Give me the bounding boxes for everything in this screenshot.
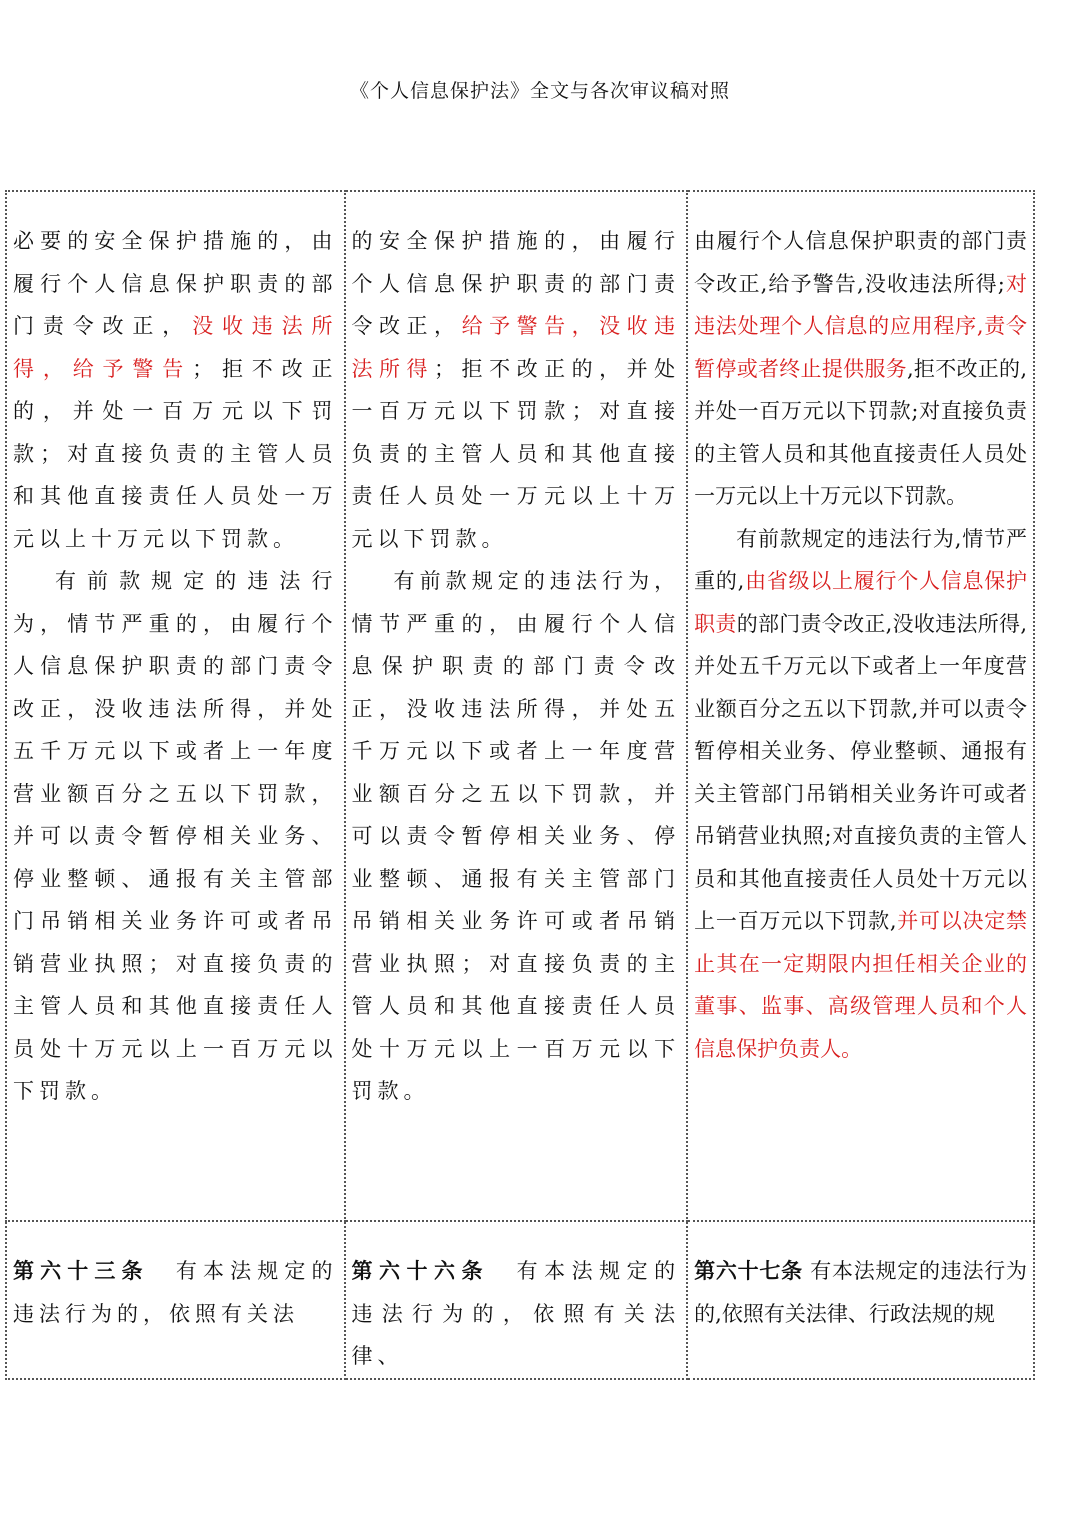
final-law-cell	[687, 1221, 1034, 1379]
paragraph: 由履行个人信息保护职责的部门责令改正,给予警告,没收违法所得;对违法处理个人信息的应用程序,责令暂停或者终止提供服务,拒不改正的,并处一百万元以下罚款;对直接负责的主管人员和其他直接责任人员处一万元以上十万元以下罚款。	[694, 229, 1028, 508]
highlighted-change: 给予警告，没收违法所得	[351, 314, 681, 381]
comparison-table	[5, 190, 1035, 1380]
paragraph: 有前款规定的违法行为,情节严重的,由省级以上履行个人信息保护职责的部门责令改正,没收违法所得,并处五千万元以下或者上一年度营业额百分之五以下罚款,并可以责令暂停相关业务、停业整顿、通报有关主管部门吊销相关业务许可或者吊销营业执照;对直接负责的主管人员和其他直接责任人员处十万元以上一百万元以下罚款,并可以决定禁止其在一定期限内担任相关企业的董事、监事、高级管理人员和个人信息保护负责人。	[694, 526, 1027, 1061]
paragraph: 第六十六条 有本法规定的违法行为的，依照有关法律、	[351, 1258, 681, 1368]
article-number: 第六十七条	[694, 1258, 803, 1283]
paragraph: 必要的安全保护措施的，由履行个人信息保护职责的部门责令改正，没收违法所得，给予警告；拒不改正的，并处一百万元以下罚款；对直接负责的主管人员和其他直接责任人员处一万元以上十万元以下罚款。	[13, 229, 338, 551]
draft-1-cell	[6, 1221, 345, 1379]
article-number: 第六十三条	[13, 1258, 149, 1283]
draft-2-cell	[345, 191, 688, 1221]
draft-1-cell	[6, 191, 345, 1221]
highlighted-change: 没收违法所得，给予警告	[13, 314, 338, 381]
paragraph: 第六十七条 有本法规定的违法行为的,依照有关法律、行政法规的规	[694, 1258, 1027, 1326]
highlighted-change: 并可以决定禁止其在一定期限内担任相关企业的董事、监事、高级管理人员和个人信息保护负责人。	[694, 909, 1027, 1061]
table-row	[6, 191, 1034, 1221]
final-law-cell	[687, 191, 1034, 1221]
document-title: 《个人信息保护法》全文与各次审议稿对照	[349, 80, 730, 102]
paragraph: 第六十三条 有本法规定的违法行为的，依照有关法	[13, 1258, 338, 1326]
paragraph: 的安全保护措施的，由履行个人信息保护职责的部门责令改正，给予警告，没收违法所得；拒不改正的，并处一百万元以下罚款；对直接负责的主管人员和其他直接责任人员处一万元以上十万元以下罚款。	[351, 229, 681, 551]
highlighted-change: 对违法处理个人信息的应用程序,责令暂停或者终止提供服务	[694, 271, 1027, 381]
table-row	[6, 1221, 1034, 1379]
draft-2-cell	[345, 1221, 688, 1379]
highlighted-change: 由省级以上履行个人信息保护职责	[694, 569, 1027, 636]
article-number: 第六十六条	[351, 1258, 490, 1283]
paragraph: 有前款规定的违法行为，情节严重的，由履行个人信息保护职责的部门责令改正，没收违法所得，并处五千万元以下或者上一年度营业额百分之五以下罚款，并可以责令暂停相关业务、停业整顿、通报有关主管部门吊销相关业务许可或者吊销营业执照；对直接负责的主管人员和其他直接责任人员处十万元以上一百万元以下罚款。	[13, 569, 338, 1103]
paragraph: 有前款规定的违法行为，情节严重的，由履行个人信息保护职责的部门责令改正，没收违法所得，并处五千万元以下或者上一年度营业额百分之五以下罚款，并可以责令暂停相关业务、停业整顿、通报有关主管部门吊销相关业务许可或者吊销营业执照；对直接负责的主管人员和其他直接责任人员处十万元以上一百万元以下罚款。	[351, 569, 681, 1103]
